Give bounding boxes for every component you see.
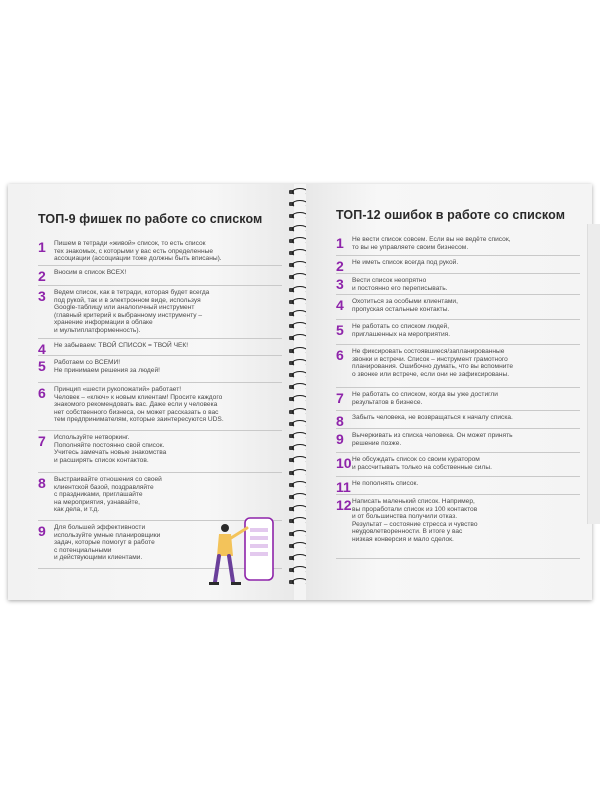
item-text (54, 240, 282, 263)
item-text-line: Пишем в тетради «живой» список, то есть список (54, 240, 206, 247)
item-text-line: и действующими клиентами. (54, 554, 143, 562)
list-item (336, 456, 580, 477)
item-text-line: тех знакомых, с которыми у вас есть определенные (54, 247, 213, 255)
item-text-line: решение позже. (352, 439, 402, 447)
item-text (54, 386, 282, 424)
item-text-line: и мультиплатформенность). (54, 326, 141, 334)
item-number: 9 (336, 431, 344, 447)
item-text-line: Вычеркивать из списка человека. Он может принять (352, 432, 513, 439)
item-text (54, 269, 282, 277)
item-text-line: Результат – состояние стресса и чувство (352, 520, 478, 528)
item-text-line: то вы не управляете своим бизнесом. (352, 243, 469, 251)
item-number: 12 (336, 497, 352, 513)
item-text-line: Не принимаем решения за людей! (54, 366, 160, 374)
item-text-line: нет собственного бизнеса, он может рассказать о вас (54, 408, 219, 416)
item-text-line: Не обсуждать список со своим куратором (352, 456, 480, 463)
list-item (38, 269, 282, 286)
item-text-line: Выстраивайте отношения со своей (54, 476, 162, 483)
item-text-line: хранение информации в облаке (54, 319, 153, 327)
item-text-line: и от большинства получили отказ. (352, 513, 458, 521)
item-number: 5 (336, 322, 344, 338)
item-text-line: Учитесь замечать новые знакомства (54, 449, 167, 457)
item-text (352, 348, 580, 378)
item-text-line: Вести список неопрятно (352, 277, 427, 284)
list-item (336, 236, 580, 256)
list-item (38, 359, 282, 383)
list-item (336, 323, 580, 345)
item-text (352, 414, 580, 422)
item-text-line: задач, которые помогут в работе (54, 539, 155, 547)
item-text-line: используйте умные планировщики (54, 531, 161, 539)
list-item (336, 498, 580, 559)
item-text-line: Не пополнять список. (352, 480, 419, 487)
item-text-line: пропуская остальные контакты. (352, 305, 450, 313)
item-text-line: низкая конверсия и мало сделок. (352, 535, 454, 543)
item-number: 6 (336, 347, 344, 363)
item-number: 2 (336, 258, 344, 274)
notebook-spread (8, 184, 592, 600)
item-text-line: Не иметь список всегда под рукой. (352, 259, 459, 266)
item-text-line: с праздниками, приглашайте (54, 491, 143, 499)
item-number: 1 (336, 235, 344, 251)
item-text (352, 236, 580, 251)
item-text-line: планирования. Ошибочно думать, что вы вспомните (352, 363, 514, 371)
item-text-line: Для большей эффективности (54, 524, 146, 531)
item-text-line: Вносим в список ВСЕХ! (54, 269, 127, 276)
item-text-line: Пополняйте постоянно свой список. (54, 441, 165, 449)
item-text-line: Google-таблицу или аналогичный инструмент (54, 304, 195, 312)
item-text (54, 476, 282, 514)
item-number: 11 (336, 479, 351, 495)
item-number: 2 (38, 268, 46, 284)
item-number: 7 (336, 390, 344, 406)
item-text-line: звонки и встречи. Список – инструмент грамотного (352, 355, 508, 363)
list-item (336, 298, 580, 320)
item-text-line: и расширять список контактов. (54, 456, 149, 464)
item-text-line: Ведем список, как в тетради, которая будет всегда (54, 289, 210, 296)
item-text-line: о звонке или встрече, если они не зафиксированы. (352, 370, 510, 378)
item-text-line: под рукой, так и в электронном виде, используя (54, 296, 201, 304)
item-text-line: Написать маленький список. Например, (352, 498, 475, 505)
list-item (336, 432, 580, 453)
item-text (54, 434, 282, 464)
item-text-line: Забыть человека, не возвращаться к началу списка. (352, 414, 513, 421)
item-text (352, 391, 580, 406)
item-text-line: Не работать со списком людей, (352, 323, 450, 330)
item-number: 8 (38, 475, 46, 491)
item-text (54, 342, 282, 350)
left-page (8, 184, 294, 600)
item-text (352, 456, 580, 471)
item-text-line: тем предпринимателям, которые заинтересуются UDS. (54, 416, 224, 424)
item-text (352, 298, 580, 313)
item-text-line: как дела, и т.д. (54, 506, 100, 514)
list-item (38, 434, 282, 473)
item-number: 3 (336, 276, 344, 292)
item-number: 6 (38, 385, 46, 401)
list-item (336, 348, 580, 388)
item-text-line: Не работать со списком, когда вы уже достигли (352, 391, 498, 398)
item-text-line: и рассчитывать только на собственные силы. (352, 463, 492, 471)
item-number: 1 (38, 239, 46, 255)
item-text-line: (главный критерий к выбранному инструменту – (54, 311, 203, 319)
item-text (352, 323, 580, 338)
item-text-line: клиентской базой, поздравляйте (54, 483, 154, 491)
item-number: 4 (38, 341, 46, 357)
item-text-line: Не вести список совсем. Если вы не ведёте список, (352, 236, 511, 243)
item-text-line: Используйте нетворкинг. (54, 434, 130, 441)
item-text-line: знакомого рекомендовать вас. Даже если у человека (54, 401, 218, 409)
item-text (352, 498, 580, 544)
item-text-line: Принцип «шести рукопожатий» работает! (54, 386, 182, 393)
item-number: 4 (336, 297, 344, 313)
item-text (352, 432, 580, 447)
item-text-line: Не фиксировать состоявшиеся/запланированные (352, 348, 505, 355)
list-item (38, 240, 282, 266)
list-item (38, 386, 282, 431)
item-text-line: вы проработали список из 100 контактов (352, 505, 478, 513)
person-phone-illustration (203, 514, 283, 594)
item-text-line: с потенциальными (54, 546, 112, 554)
item-number: 10 (336, 455, 352, 471)
item-text (54, 359, 282, 374)
item-text-line: Не забываем: ТВОЙ СПИСОК = ТВОЙ ЧЕК! (54, 342, 189, 349)
item-text-line: Охотиться за особыми клиентами, (352, 298, 458, 305)
list-item (336, 277, 580, 295)
list-item (336, 391, 580, 411)
item-text-line: результатов в бизнесе. (352, 398, 423, 406)
item-text (352, 277, 580, 292)
item-text-line: Человек – «ключ» к новым клиентам! Просите каждого (54, 393, 223, 401)
item-text-line: неудовлетворенности. В итоге у вас (352, 528, 463, 536)
item-number: 7 (38, 433, 46, 449)
item-text (352, 259, 580, 267)
item-text-line: и постоянно его переписывать. (352, 284, 448, 292)
item-number: 8 (336, 413, 344, 429)
right-page (306, 184, 592, 600)
list-item (336, 480, 580, 495)
item-text-line: ассоциации (ассоциации тоже должны быть вписаны). (54, 255, 222, 263)
list-item (336, 259, 580, 274)
list-item (336, 414, 580, 429)
item-number: 5 (38, 358, 46, 374)
item-text (54, 289, 282, 335)
list-item (38, 289, 282, 339)
list-item (38, 342, 282, 356)
item-number: 9 (38, 523, 46, 539)
item-text (352, 480, 580, 488)
item-number: 3 (38, 288, 46, 304)
item-text-line: Работаем со ВСЕМИ! (54, 359, 121, 366)
item-text-line: приглашенных на мероприятия. (352, 330, 451, 338)
left-page-title: ТОП-9 фишек по работе со списком (38, 212, 263, 226)
right-page-title: ТОП-12 ошибок в работе со списком (336, 208, 566, 222)
item-text-line: на мероприятия, узнавайте, (54, 498, 140, 506)
